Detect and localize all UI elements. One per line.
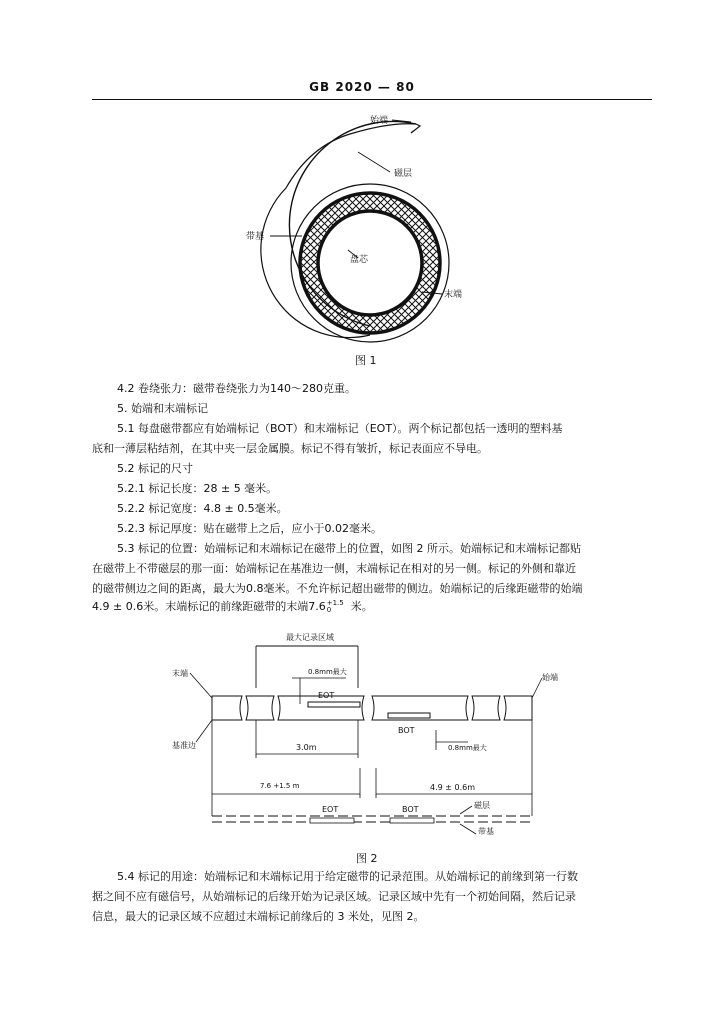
header-rule [92,99,652,100]
figure-1-reel-diagram [230,108,480,348]
section-5-2-1: 5.2.1 标记长度：28 ± 5 毫米。 [117,482,278,495]
section-5-2-2: 5.2.2 标记宽度：4.8 ± 0.5毫米。 [117,502,288,515]
section-5-1-line2: 底和一薄层粘结剂，在其中夹一层金属膜。标记不得有皱折，标记表面应不导电。 [92,442,488,455]
label-bot: BOT [398,726,415,735]
section-4-2: 4.2 卷绕张力：磁带卷绕张力为140～280克重。 [117,382,356,395]
label-tail-end: 末端 [444,290,463,300]
label-tail-end: 末端 [172,669,188,678]
section-5-4-line3: 信息，最大的记录区域不应超过末端标记前缘后的 3 米处，见图 2。 [92,910,425,923]
label-max-08-top: 0.8mm最大 [308,668,347,676]
section-5-4-line1: 5.4 标记的用途：始端标记和末端标记用于给定磁带的记录范围。从始端标记的前缘到第一行数 [117,870,578,883]
eot-mark [308,702,360,707]
label-eot: EOT [318,691,335,700]
label-magnetic-layer: 磁层 [474,801,490,810]
label-bot-bottom: BOT [402,805,419,814]
bot-mark [388,713,430,718]
section-5-2: 5.2 标记的尺寸 [117,462,193,475]
section-5-3-line2: 在磁带上不带磁层的那一面：始端标记在基准边一侧，末端标记在相对的另一侧。标记的外侧和靠近 [92,562,576,575]
section-5-heading: 5. 始端和末端标记 [117,402,208,415]
label-tape-base: 带基 [246,232,265,242]
label-max-record-area: 最大记录区域 [286,633,334,642]
label-reference-edge: 基准边 [172,741,196,750]
section-5-3-line1: 5.3 标记的位置：始端标记和末端标记在磁带上的位置，如图 2 所示。始端标记和末端标记都贴 [117,542,581,555]
section-5-3-line4: 4.9 ± 0.6米。末端标记的前缘距磁带的末端7.6 +1.5 0 米。 [92,599,373,614]
figure-2-caption: 图 2 [356,852,378,865]
hub-circle [318,211,422,315]
figure-2-mark-position-diagram [150,628,570,838]
label-start-end: 始端 [370,116,389,126]
label-tape-base: 带基 [478,827,494,836]
page-header: GB 2020 — 80 [309,80,415,94]
label-eot-bottom: EOT [322,805,339,814]
section-5-1-line1: 5.1 每盘磁带都应有始端标记（BOT）和末端标记（EOT）。两个标记都包括一透明的塑料基 [117,422,563,435]
label-start-end: 始端 [542,673,558,682]
dim-3m: 3.0m [296,743,317,752]
label-hub: 盘芯 [350,255,369,265]
figure-1-caption: 图 1 [355,354,377,367]
label-max-08-bottom: 0.8mm最大 [448,744,487,752]
dim-7-6: 7.6 +1.5 m [260,782,300,790]
section-5-3-line3: 的磁带侧边之间的距离，最大为0.8毫米。不允许标记超出磁带的侧边。始端标记的后缘距磁带的始端 [92,582,583,595]
section-5-4-line2: 据之间不应有磁信号，从始端标记的后缘开始为记录区域。记录区域中先有一个初始间隔，然后记录 [92,890,576,903]
section-5-2-3: 5.2.3 标记厚度：贴在磁带上之后，应小于0.02毫米。 [117,522,382,535]
label-magnetic-layer: 磁层 [394,169,413,179]
dim-4-9: 4.9 ± 0.6m [430,783,476,792]
